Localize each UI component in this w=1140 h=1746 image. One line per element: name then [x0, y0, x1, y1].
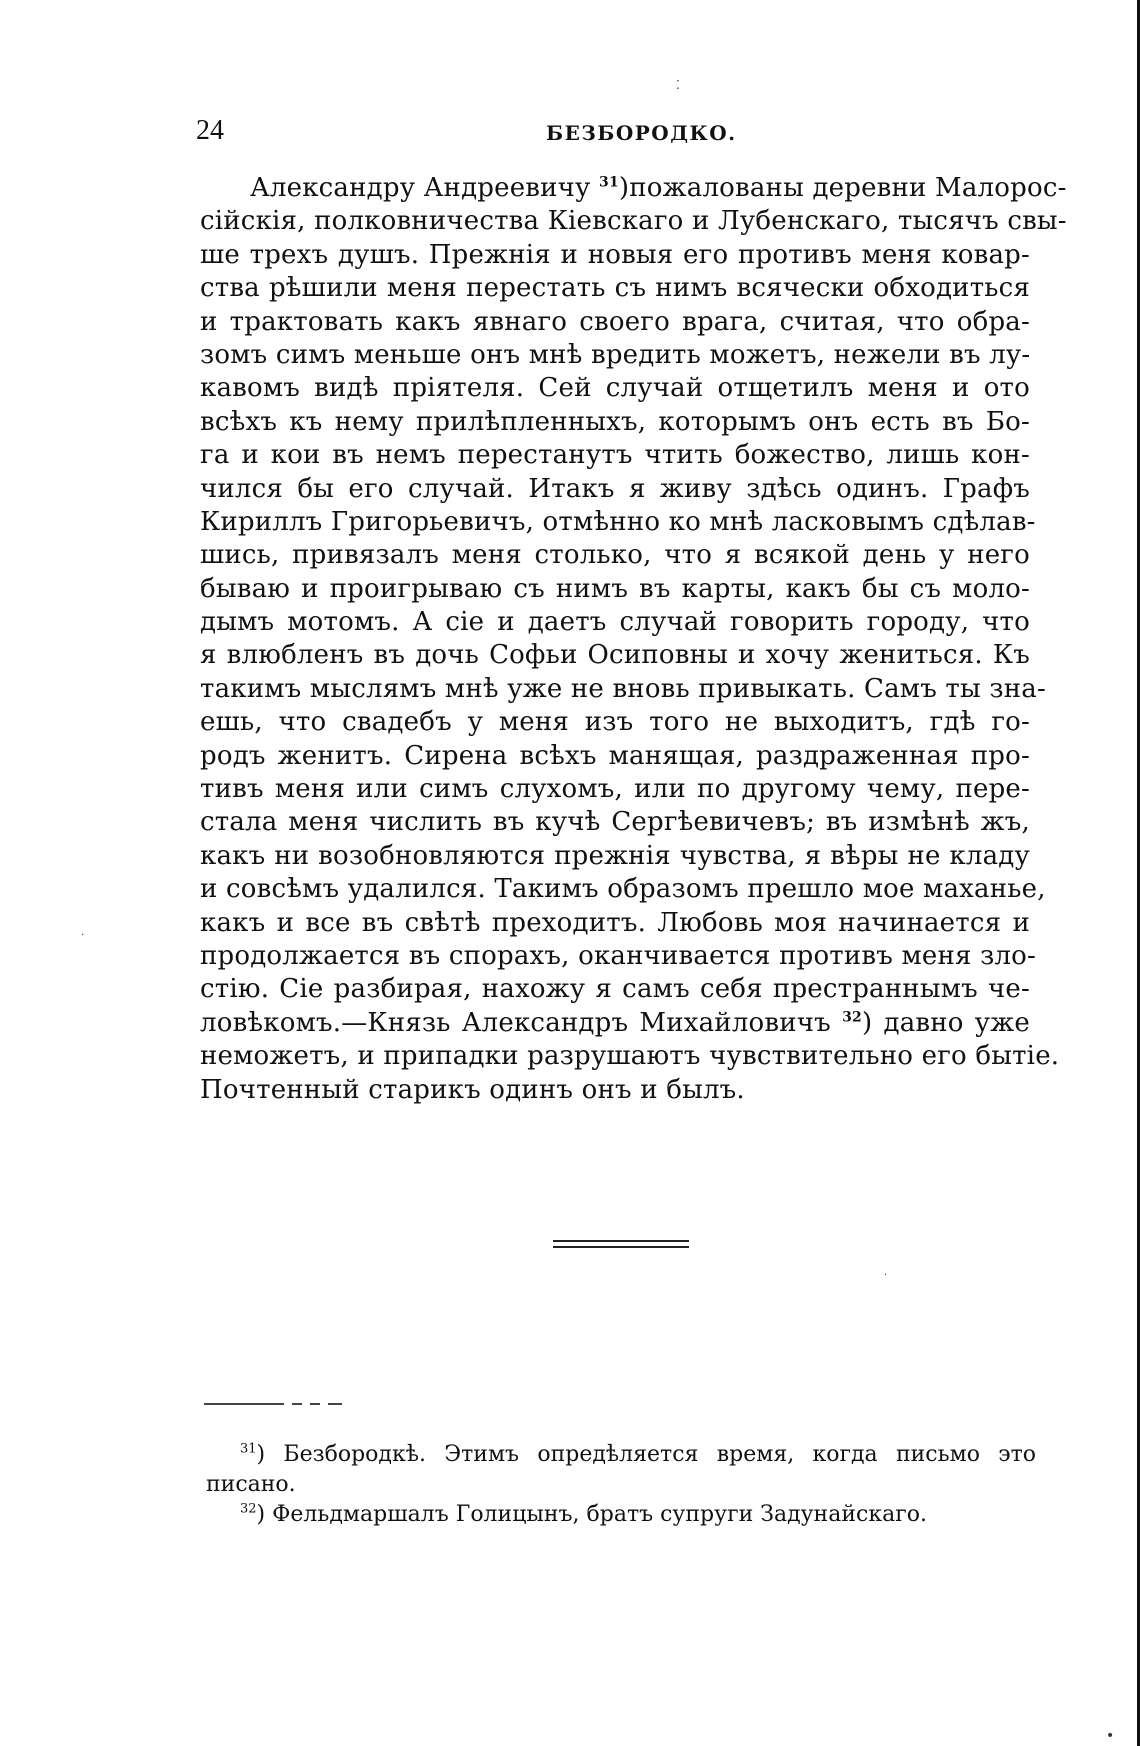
separator-dash [204, 1403, 284, 1405]
section-divider [553, 1240, 689, 1248]
text-fragment: ловѣкомъ.—Князь Александръ Михайловичъ [200, 1007, 843, 1038]
footnote-text: ) Безбородкѣ. Этимъ опредѣляется время, когда письмо это [256, 1442, 1036, 1467]
text-line: сійскія, полковничества Кіевскаго и Лубенскаго, тысячъ свы- [200, 206, 1067, 237]
text-line: и совсѣмъ удалился. Такимъ образомъ прешло мое маханье, [200, 874, 1046, 905]
scan-speck: ⁚ [676, 78, 680, 92]
footnote-number: 31 [240, 1441, 257, 1457]
divider-rule [553, 1246, 689, 1248]
text-line: га и кои въ немъ перестанутъ чтить божество, лишь кон- [200, 440, 1030, 471]
text-line: тивъ меня или симъ слухомъ, или по другому чему, пере- [200, 774, 1030, 805]
footnote-separator [204, 1403, 344, 1405]
text-line: ешь, что свадебъ у меня изъ того не выходитъ, гдѣ го- [200, 707, 1030, 738]
text-line: чился бы его случай. Итакъ я живу здѣсь одинъ. Графъ [200, 473, 1030, 504]
text-line: бываю и проигрываю съ нимъ въ карты, какъ бы съ моло- [200, 573, 1030, 604]
text-line: и трактовать какъ явнаго своего врага, считая, что обра- [200, 306, 1030, 337]
text-line: ства рѣшили меня перестать съ нимъ всячески обходиться [200, 273, 1030, 304]
scan-speck: · [884, 1270, 888, 1281]
text-line: дымъ мотомъ. А сіе и даетъ случай говорить городу, что [200, 607, 1030, 638]
page-number: 24 [196, 115, 224, 146]
text-line: всѣхъ къ нему прилѣпленныхъ, которымъ онъ есть въ Бо- [200, 406, 1030, 437]
footnote-number: 32 [240, 1501, 257, 1517]
footnote-reference: 31 [599, 174, 619, 191]
text-line: какъ ни возобновляются прежнія чувства, я вѣры не кладу [200, 840, 1030, 871]
running-head: БЕЗБОРОДКО. [546, 121, 737, 145]
text-line: родъ женитъ. Сирена всѣхъ манящая, раздраженная про- [200, 740, 1030, 771]
scan-speck: • [1106, 1728, 1115, 1744]
text-line: зомъ симъ меньше онъ мнѣ вредить можетъ, нежели въ лу- [200, 339, 1031, 370]
page-header [196, 114, 916, 154]
text-line: стала меня числить въ кучѣ Сергѣевичевъ; въ измѣнѣ жъ, [200, 807, 1030, 838]
scan-speck: · [81, 930, 85, 941]
text-line [200, 1007, 1030, 1040]
text-line: Кириллъ Григорьевичъ, отмѣнно ко мнѣ ласковымъ сдѣлав- [200, 506, 1036, 537]
text-line [200, 172, 1067, 205]
footnote-31 [206, 1440, 1036, 1470]
text-line: шись, привязалъ меня столько, что я всякой день у него [200, 540, 1030, 571]
divider-rule [553, 1240, 689, 1242]
text-line: я влюбленъ въ дочь Софьи Осиповны и хочу жениться. Къ [200, 640, 1030, 671]
text-fragment: ) давно уже [861, 1007, 1030, 1038]
separator-dash [292, 1403, 302, 1405]
footnote-31-continuation: писано. [206, 1472, 296, 1497]
text-fragment: )пожалованы деревни Малорос- [618, 173, 1067, 203]
footnote-32 [206, 1500, 1036, 1530]
footnote-reference: 32 [842, 1009, 862, 1026]
footnote-text: ) Фельдмаршалъ Голицынъ, братъ супруги Задунайскаго. [256, 1502, 927, 1527]
letter-body [200, 172, 1067, 1107]
text-fragment: Александру Андреевичу [250, 173, 600, 203]
text-line: Почтенный старикъ одинъ онъ и былъ. [200, 1074, 745, 1105]
footnotes [206, 1440, 1036, 1530]
text-line: ше трехъ душъ. Прежнія и новыя его противъ меня ковар- [200, 239, 1030, 270]
text-line: неможетъ, и припадки разрушаютъ чувствительно его бытіе. [200, 1041, 1060, 1072]
text-line: какъ и все въ свѣтѣ преходитъ. Любовь моя начинается и [200, 907, 1030, 938]
text-line: кавомъ видѣ пріятеля. Сей случай отщетилъ меня и ото [200, 373, 1030, 404]
separator-dash [310, 1403, 320, 1405]
separator-dash [328, 1403, 342, 1405]
text-line: такимъ мыслямъ мнѣ уже не вновь привыкать. Самъ ты зна- [200, 673, 1046, 704]
text-line: продолжается въ спорахъ, оканчивается противъ меня зло- [200, 940, 1037, 971]
text-line: стію. Сіе разбирая, нахожу я самъ себя престраннымъ че- [200, 974, 1030, 1005]
